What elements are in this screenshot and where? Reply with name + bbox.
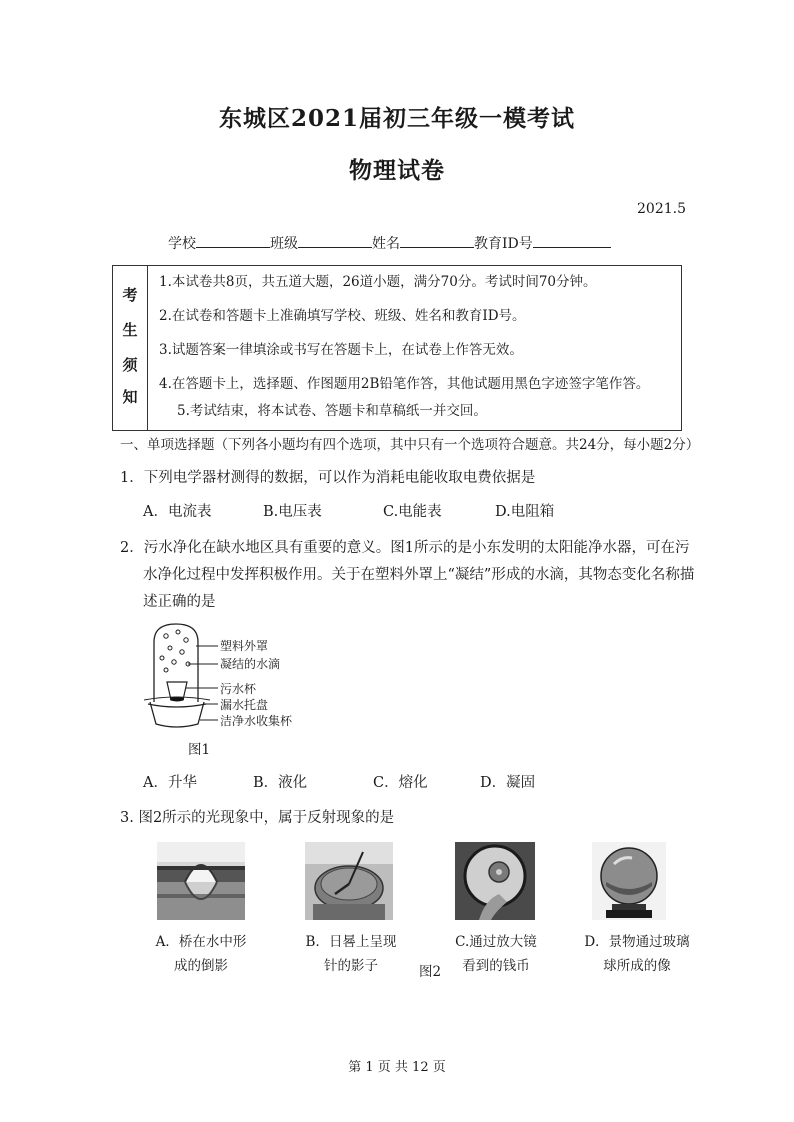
- school-blank[interactable]: [196, 233, 270, 248]
- q1-option-b: B.电压表: [263, 504, 322, 520]
- photo-d-caption: [572, 930, 702, 978]
- bridge-reflection-photo: [157, 842, 245, 920]
- figure-label-droplets: 凝结的水滴: [220, 657, 281, 671]
- caption-line: 成的倒影: [174, 958, 228, 974]
- figure-label-tray: 漏水托盘: [220, 698, 269, 712]
- q1-option-c: C.电能表: [383, 504, 442, 520]
- name-blank[interactable]: [400, 233, 474, 248]
- figure-label-dome: 塑料外罩: [220, 639, 269, 653]
- figure-label-dirty-cup: 污水杯: [220, 682, 257, 696]
- caption-line: D．景物通过玻璃: [584, 934, 690, 950]
- notice-item: 2.在试卷和答题卡上准确填写学校、班级、姓名和教育ID号。: [159, 308, 526, 324]
- figure-label-clean-cup: 洁净水收集杯: [220, 714, 293, 728]
- notice-side-char: 考: [122, 286, 138, 304]
- photo-a-caption: [140, 930, 262, 978]
- figure-2-caption: 图2: [419, 964, 442, 980]
- question-1-stem: 1．下列电学器材测得的数据，可以作为消耗电能收取电费依据是: [120, 470, 536, 486]
- q1-option-a: A．电流表: [143, 504, 212, 520]
- notice-item: 5.考试结束，将本试卷、答题卡和草稿纸一并交回。: [177, 403, 487, 419]
- question-2-stem-line: 2．污水净化在缺水地区具有重要的意义。图1所示的是小东发明的太阳能净水器，可在污: [120, 540, 690, 556]
- q2-option-b: B．液化: [253, 775, 308, 791]
- q2-option-a: A．升华: [143, 775, 197, 791]
- school-label: 学校: [168, 236, 196, 252]
- magnifier-coin-photo: [455, 842, 535, 920]
- q2-option-c: C．熔化: [373, 775, 428, 791]
- photo-c-caption: [440, 930, 552, 978]
- name-label: 姓名: [372, 236, 400, 252]
- question-3-stem: 3. 图2所示的光现象中，属于反射现象的是: [120, 810, 395, 826]
- notice-item: 4.在答题卡上，选择题、作图题用2B铅笔作答，其他试题用黑色字迹签字笔作答。: [159, 376, 650, 392]
- id-blank[interactable]: [533, 233, 611, 248]
- sundial-photo: [305, 842, 393, 920]
- photo-b-caption: [290, 930, 412, 978]
- q1-option-d: D.电阻箱: [495, 504, 555, 520]
- caption-line: A．桥在水中形: [155, 934, 247, 950]
- exam-title: 东城区2021届初三年级一模考试: [218, 105, 575, 132]
- caption-line: 看到的钱币: [462, 958, 530, 974]
- exam-date: 2021.5: [637, 201, 686, 217]
- notice-side-label: [113, 266, 148, 430]
- page-number: 第 1 页 共 12 页: [348, 1060, 446, 1075]
- id-label: 教育ID号: [474, 236, 533, 252]
- student-info-line: [168, 233, 611, 253]
- figure-1-caption: 图1: [188, 742, 211, 758]
- caption-line: 针的影子: [324, 958, 378, 974]
- question-2-stem-line: 水净化过程中发挥积极作用。关于在塑料外罩上“凝结”形成的水滴，其物态变化名称描: [143, 567, 695, 583]
- exam-notice-box: [112, 265, 682, 431]
- question-2-stem-line: 述正确的是: [143, 594, 216, 610]
- class-blank[interactable]: [298, 233, 372, 248]
- exam-subtitle: 物理试卷: [349, 157, 445, 184]
- notice-side-char: 须: [122, 356, 138, 374]
- section-heading: 一、单项选择题（下列各小题均有四个选项，其中只有一个选项符合题意。共24分，每小题2分）: [120, 437, 700, 453]
- caption-line: B．日晷上呈现: [305, 934, 397, 950]
- notice-side-char: 知: [122, 388, 138, 406]
- notice-side-char: 生: [122, 321, 138, 339]
- class-label: 班级: [270, 236, 298, 252]
- notice-item: 3.试题答案一律填涂或书写在答题卡上，在试卷上作答无效。: [159, 342, 523, 358]
- glass-ball-photo: [592, 842, 666, 920]
- notice-item: 1.本试卷共8页，共五道大题，26道小题，满分70分。考试时间70分钟。: [159, 274, 597, 290]
- q2-option-d: D．凝固: [480, 775, 536, 791]
- caption-line: C.通过放大镜: [455, 934, 537, 950]
- caption-line: 球所成的像: [603, 958, 671, 974]
